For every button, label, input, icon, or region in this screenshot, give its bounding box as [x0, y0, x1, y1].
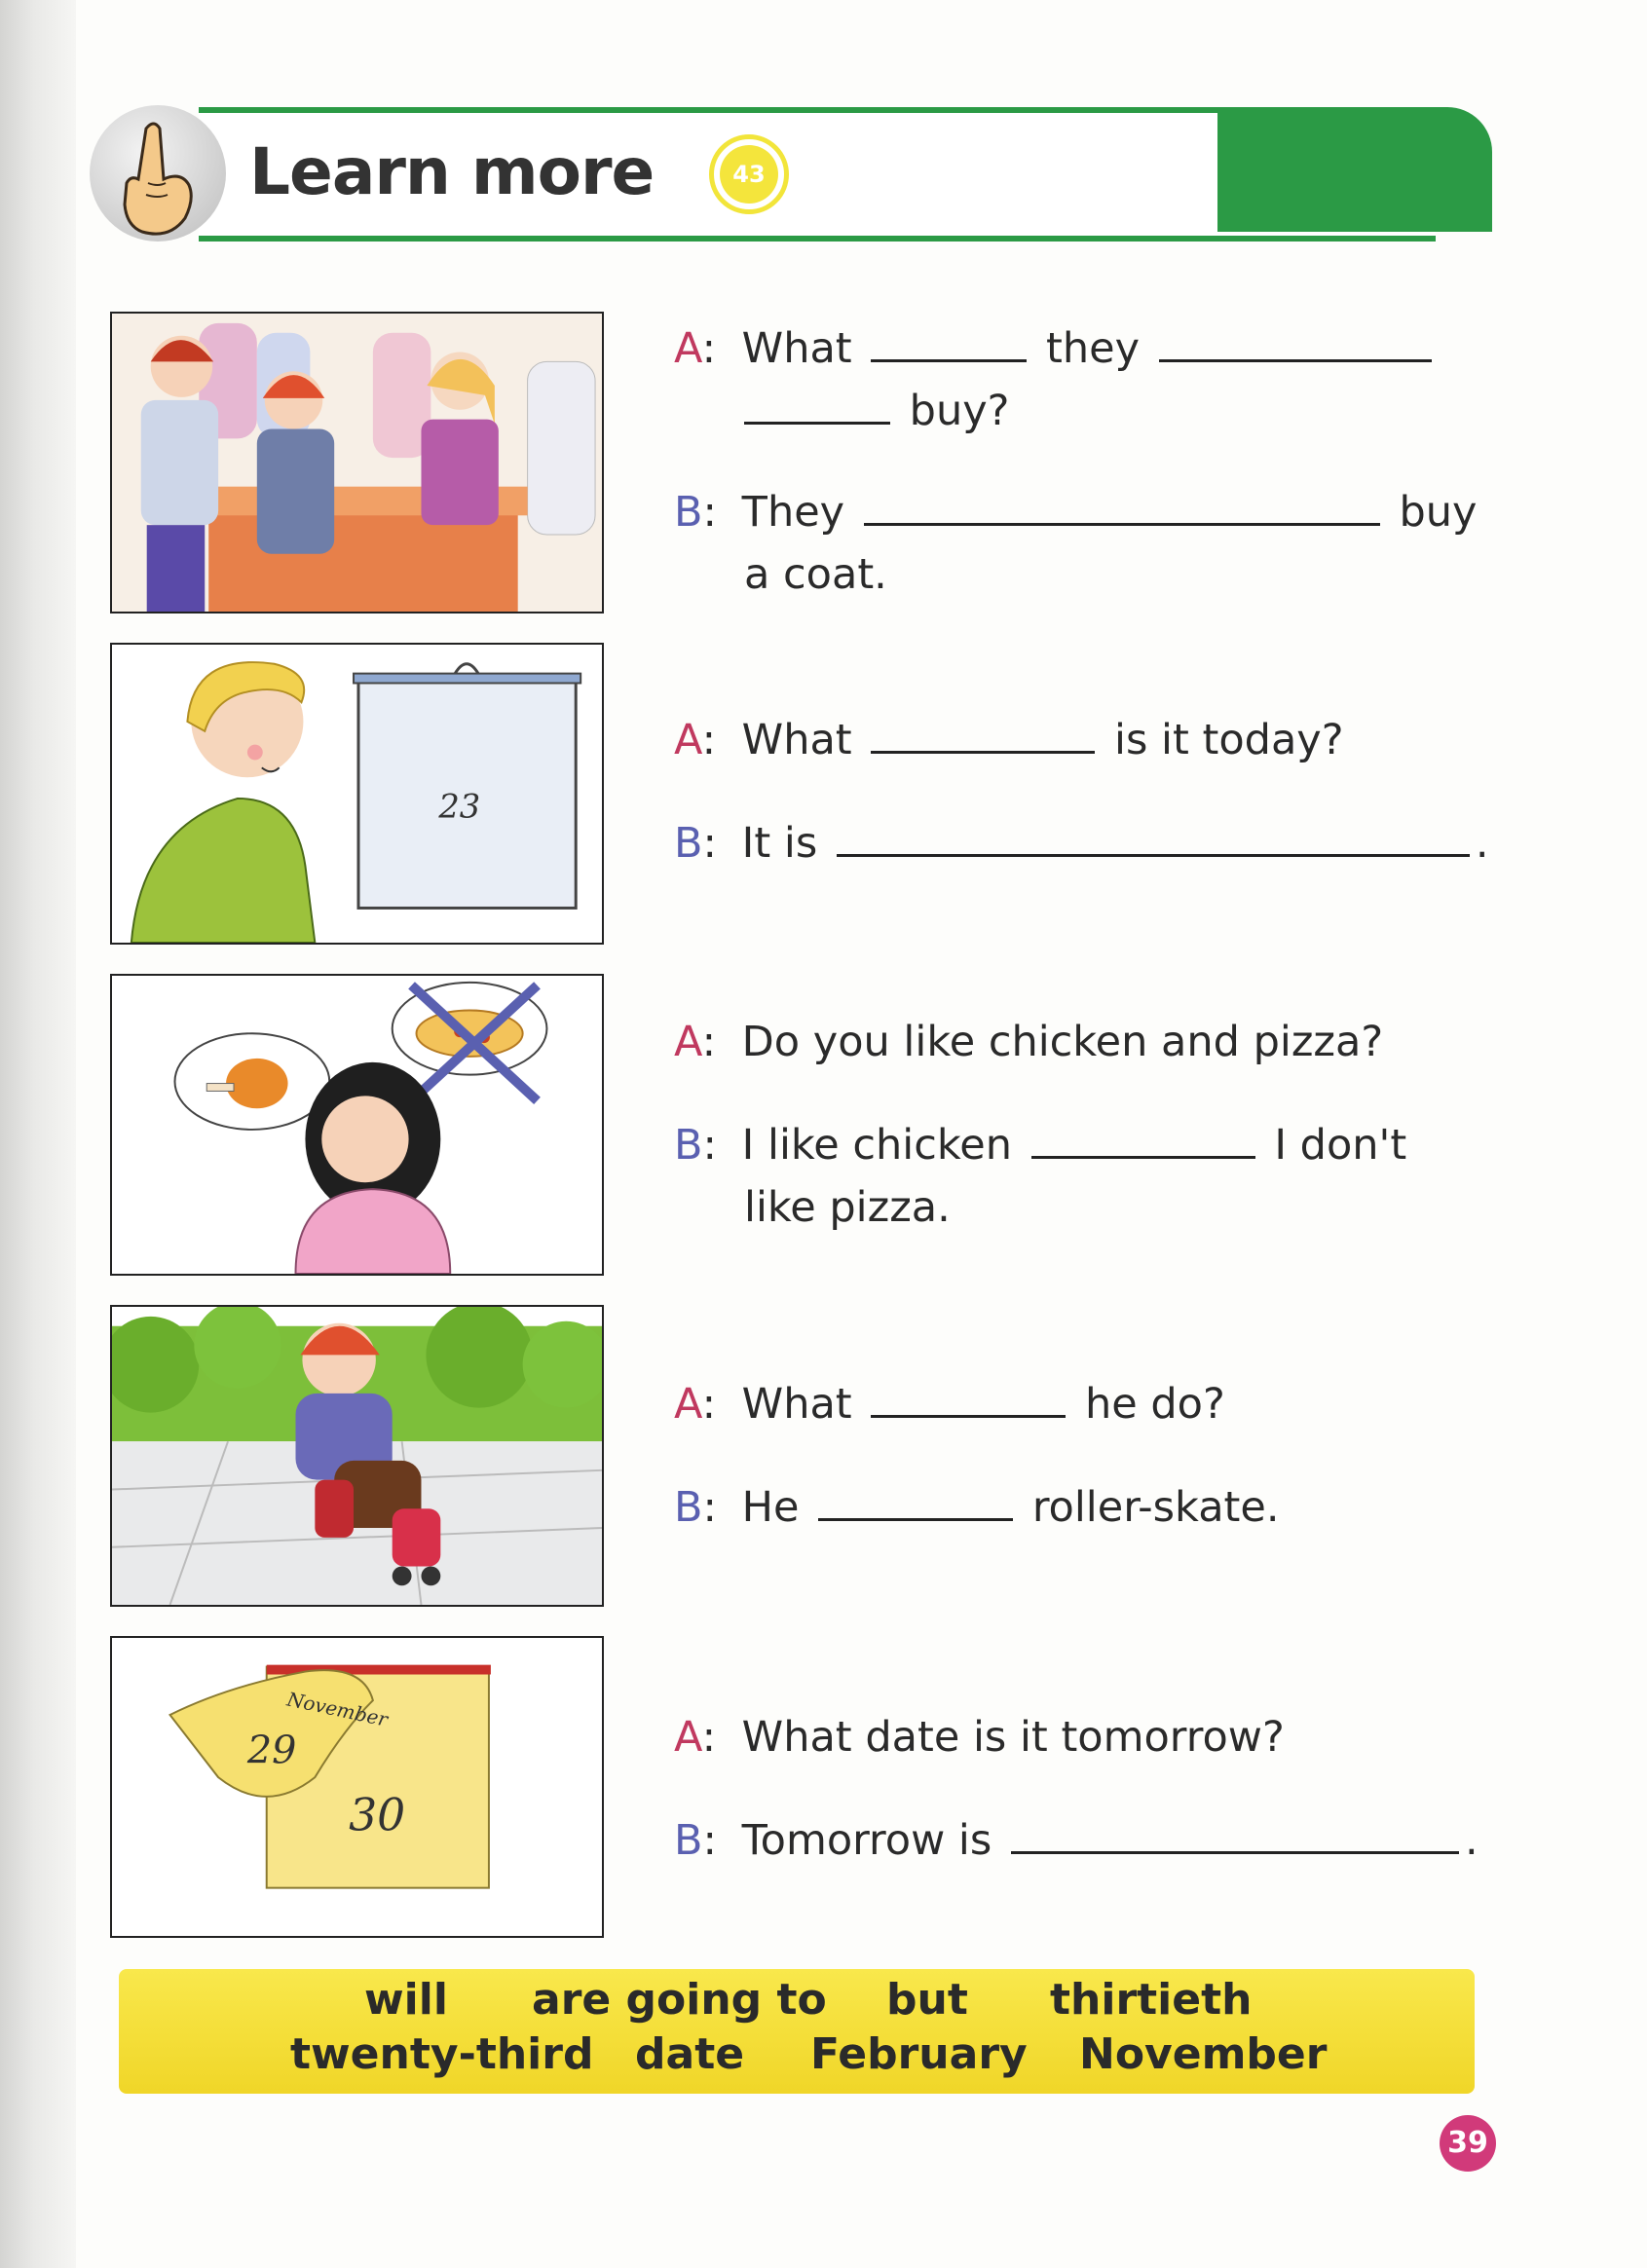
line-a: A: Do you like chicken and pizza?: [674, 1018, 1384, 1066]
text: buy: [1399, 488, 1478, 537]
answer-blank[interactable]: [1159, 320, 1432, 362]
page-title: Learn more: [249, 134, 655, 209]
word-bank-item: will: [364, 1975, 448, 2025]
answer-blank[interactable]: [744, 383, 890, 425]
speaker-b-label: B: [674, 1816, 703, 1865]
text: Do you like chicken and pizza?: [741, 1018, 1384, 1066]
picture-calendar: [110, 643, 604, 945]
picture-clothes-shop: [110, 312, 604, 613]
page-number: 39: [1440, 2115, 1496, 2172]
answer-blank[interactable]: [871, 320, 1027, 362]
text: What: [741, 324, 852, 373]
word-bank-item: thirtieth: [1050, 1975, 1253, 2025]
exercise-3: [674, 1011, 1512, 1239]
text: .: [1475, 819, 1489, 868]
picture-food-thought: [110, 974, 604, 1276]
text: a coat.: [744, 550, 887, 599]
speaker-b-label: B: [674, 819, 703, 868]
text: It is: [741, 819, 818, 868]
word-bank-row-2: [119, 2029, 1475, 2084]
line-a: A: What is it today?: [674, 709, 1512, 771]
text: .: [1464, 1816, 1479, 1865]
line-b: B: It is .: [674, 812, 1512, 874]
text: roller-skate.: [1031, 1483, 1280, 1532]
exercise-1: [674, 317, 1512, 606]
pointing-hand-icon: [90, 105, 226, 242]
speaker-a-label: A: [674, 716, 702, 764]
answer-blank[interactable]: [864, 484, 1380, 526]
exercise-4: [674, 1373, 1512, 1539]
text: is it today?: [1114, 716, 1344, 764]
text: What: [741, 1380, 852, 1429]
text: he do?: [1085, 1380, 1225, 1429]
line-b: B: They buy: [674, 481, 1512, 543]
speaker-a-label: A: [674, 324, 702, 373]
word-bank-item: February: [810, 2029, 1028, 2079]
answer-blank[interactable]: [871, 1376, 1066, 1418]
speaker-a-label: A: [674, 1713, 702, 1762]
word-bank-item: November: [1079, 2029, 1328, 2079]
track-number: 43: [720, 145, 778, 204]
answer-blank[interactable]: [818, 1479, 1013, 1521]
word-bank-item: but: [886, 1975, 968, 2025]
text: I don't: [1274, 1121, 1407, 1170]
line-a-cont: [674, 380, 1512, 442]
text: like pizza.: [744, 1183, 951, 1232]
picture-roller-skate: [110, 1305, 604, 1607]
calendar-month-label: November: [284, 1688, 390, 1731]
text: I like chicken: [741, 1121, 1012, 1170]
answer-blank[interactable]: [871, 712, 1095, 754]
word-bank-item: date: [635, 2029, 745, 2079]
calendar-old-day: 29: [246, 1728, 297, 1773]
header-green-tab: [1217, 107, 1492, 232]
picture-calendar-page: [110, 1636, 604, 1938]
exercise-2: [674, 709, 1512, 874]
word-bank-item: twenty-third: [290, 2029, 594, 2079]
text: What date is it tomorrow?: [741, 1713, 1285, 1762]
text: buy?: [909, 387, 1010, 435]
answer-blank[interactable]: [837, 815, 1470, 857]
line-b: B: Tomorrow is .: [674, 1809, 1512, 1872]
section-header: [90, 97, 1492, 253]
text: He: [741, 1483, 800, 1532]
line-b: B: He roller-skate.: [674, 1476, 1512, 1539]
line-a: A: What date is it tomorrow?: [674, 1713, 1285, 1762]
line-b: B: I like chicken I don't: [674, 1114, 1512, 1176]
word-bank-row-1: [119, 1975, 1475, 2029]
text: What: [741, 716, 852, 764]
calendar-day-label: 23: [438, 787, 481, 826]
word-bank: [119, 1969, 1475, 2094]
book-spine-shadow: [0, 0, 76, 2268]
word-bank-item: are going to: [532, 1975, 827, 2025]
text: they: [1046, 324, 1141, 373]
text: Tomorrow is: [741, 1816, 992, 1865]
text: They: [741, 488, 845, 537]
speaker-b-label: B: [674, 1483, 703, 1532]
calendar-new-day: 30: [349, 1789, 406, 1841]
line-b-cont: [674, 1176, 1512, 1239]
line-a: A: What he do?: [674, 1373, 1512, 1435]
speaker-b-label: B: [674, 1121, 703, 1170]
line-a: A: What they: [674, 317, 1512, 380]
audio-track-badge[interactable]: [709, 134, 789, 214]
speaker-a-label: A: [674, 1380, 702, 1429]
speaker-b-label: B: [674, 488, 703, 537]
answer-blank[interactable]: [1011, 1812, 1459, 1854]
line-b-cont: [674, 543, 1512, 606]
answer-blank[interactable]: [1031, 1117, 1255, 1159]
exercise-5: [674, 1706, 1512, 1872]
speaker-a-label: A: [674, 1018, 702, 1066]
